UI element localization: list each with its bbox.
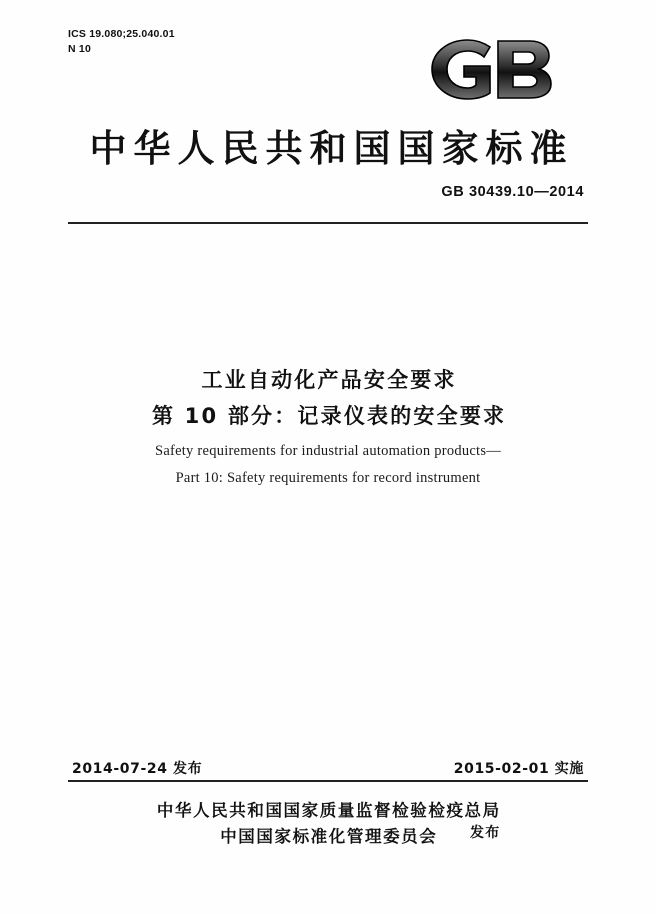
ccs-code: N 10 (68, 43, 91, 56)
divider-top (68, 222, 588, 224)
ics-classification-block (68, 27, 175, 56)
publish-label: 发布 (470, 825, 501, 841)
title-en-line-1: Safety requirements for industrial automation products— (155, 443, 501, 459)
title-cn-line-2: 第 10 部分：记录仪表的安全要求 (151, 404, 507, 429)
implementation-date: 2015-02-01 实施 (453, 761, 584, 777)
ics-code: ICS 19.080;25.040.01 (68, 28, 175, 40)
issuer-line-2: 中国国家标准化管理委员会 (220, 826, 438, 846)
title-en-line-2: Part 10: Safety requirements for record instrument (175, 469, 481, 486)
issue-date: 2014-07-24 发布 (72, 761, 203, 777)
issuing-organizations (0, 798, 656, 849)
document-title-en (0, 438, 656, 492)
gb-logo-icon (424, 30, 556, 108)
title-cn-line-1: 工业自动化产品安全要求 (201, 368, 457, 392)
divider-bottom (68, 780, 588, 782)
standard-number: GB 30439.10—2014 (441, 184, 584, 200)
issuer-line-1: 中华人民共和国国家质量监督检验检疫总局 (156, 801, 501, 820)
date-row (72, 758, 584, 778)
document-title-cn (0, 362, 656, 434)
page-title: 中华人民共和国国家标准 (89, 127, 574, 170)
